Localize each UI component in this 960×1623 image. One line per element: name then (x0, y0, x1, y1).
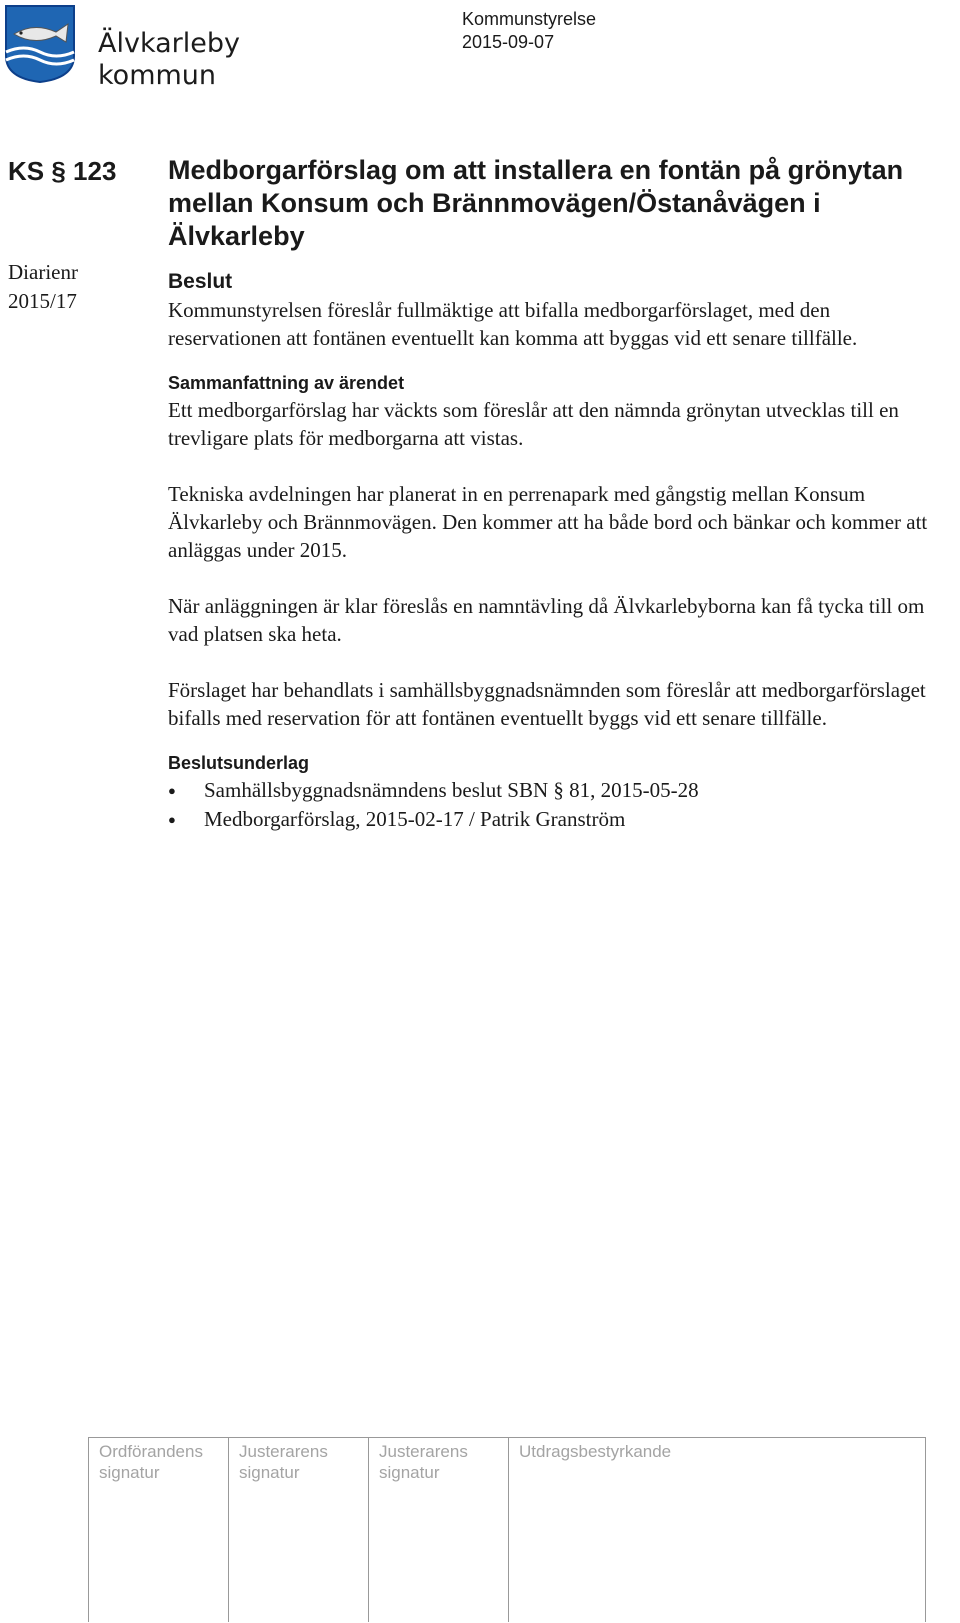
signature-cell-certification (509, 1438, 926, 1623)
logo-text-line2: kommun (98, 60, 217, 91)
municipality-logo (4, 4, 240, 91)
diary-number-value: 2015/17 (8, 289, 77, 313)
signature-cell-adjuster (369, 1438, 509, 1623)
summary-paragraph: Förslaget har behandlats i samhällsbyggnadsnämnden som föreslår att medborgarförslaget bifalls med reservation för att fontänen eventuellt byggs vid ett senare tillfälle. (168, 678, 926, 730)
summary-paragraph: Ett medborgarförslag har väckts som föreslår att den nämnda grönytan utvecklas till en trevligare plats för medborgarna att vistas. (168, 398, 899, 450)
committee-name: Kommunstyrelse (462, 9, 597, 29)
signature-cell-adjuster (229, 1438, 369, 1623)
summary-heading: Sammanfattning av ärendet (168, 373, 405, 393)
summary-paragraph: När anläggningen är klar föreslås en namntävling då Älvkarlebyborna kan få tycka till om vad platsen ska heta. (168, 594, 925, 646)
decision-heading: Beslut (168, 270, 233, 293)
signature-label: signatur (239, 1463, 300, 1482)
diary-number (8, 258, 78, 316)
list-item: ● Samhällsbyggnadsnämndens beslut SBN § 81, 2015-05-28 (168, 776, 928, 805)
basis-list (168, 776, 928, 834)
signature-label: Ordförandens (99, 1442, 203, 1461)
main-content (168, 154, 928, 834)
diary-number-label: Diarienr (8, 260, 78, 284)
signature-table (88, 1437, 926, 1622)
signature-label: signatur (99, 1463, 160, 1482)
meeting-date: 2015-09-07 (462, 32, 555, 52)
signature-label: Justerarens (379, 1442, 468, 1461)
signature-label: Utdragsbestyrkande (519, 1442, 672, 1461)
basis-heading: Beslutsunderlag (168, 753, 310, 773)
page-title: Medborgarförslag om att installera en fontän på grönytan mellan Konsum och Brännmovägen/Östanåvägen i Älvkarleby (168, 155, 904, 251)
document-meta (462, 8, 596, 54)
logo-wordmark (98, 28, 240, 92)
logo-text-line1: Älvkarleby (98, 28, 240, 59)
list-item: ● Medborgarförslag, 2015-02-17 / Patrik Granström (168, 805, 928, 834)
case-number: KS § 123 (8, 156, 117, 186)
signature-label: signatur (379, 1463, 440, 1482)
signature-label: Justerarens (239, 1442, 328, 1461)
decision-text: Kommunstyrelsen föreslår fullmäktige att bifalla medborgarförslaget, med den reservationen att fontänen eventuellt kan komma att byggas vid ett senare tillfälle. (168, 298, 858, 350)
signature-cell-chair (89, 1438, 229, 1623)
summary-paragraph: Tekniska avdelningen har planerat in en perrenapark med gångstig mellan Konsum Älvkarleby och Brännmovägen. Den kommer att ha både bord och bänkar och kommer att anläggas under 2015. (168, 482, 928, 562)
coat-of-arms-emblem (4, 4, 76, 84)
